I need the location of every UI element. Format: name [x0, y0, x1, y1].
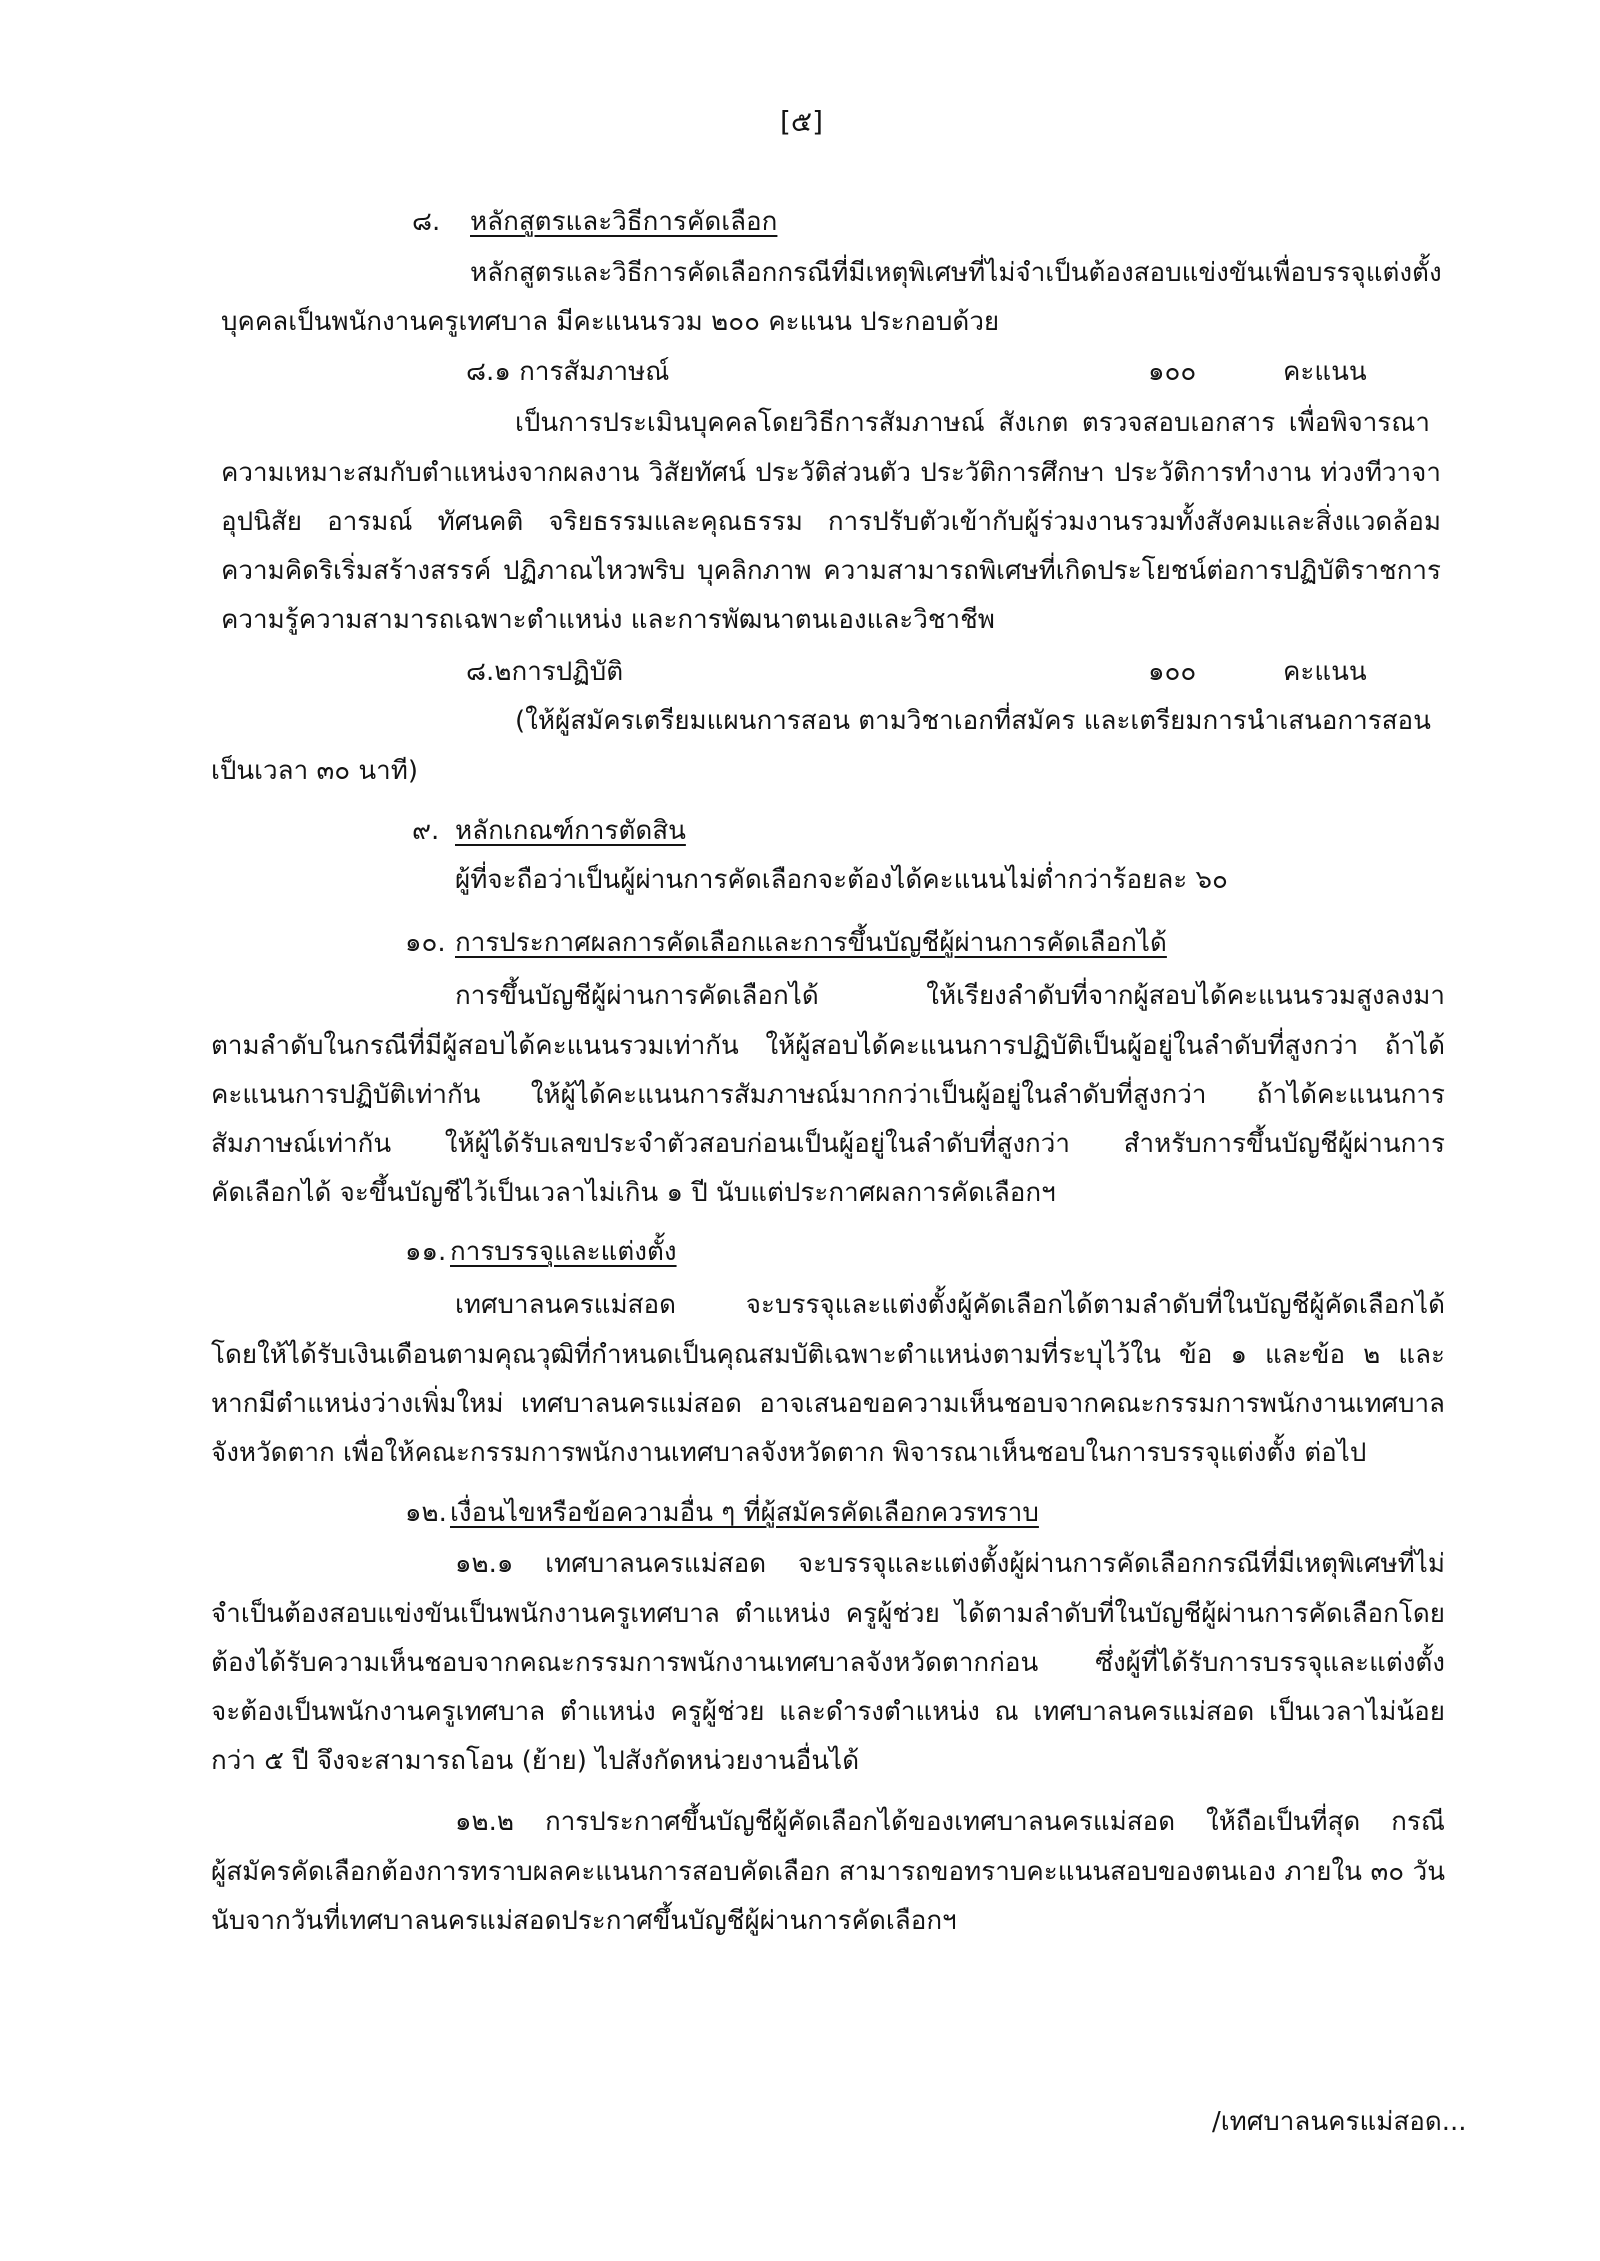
- section-8-2-title: ๘.๒การปฏิบัติ: [466, 657, 624, 687]
- page-number: [๕]: [780, 105, 824, 138]
- section-10-heading: การประกาศผลการคัดเลือกและการขึ้นบัญชีผู้ผ่านการคัดเลือกได้: [455, 928, 1167, 958]
- section-10-line-2: ตามลำดับในกรณีที่มีผู้สอบได้คะแนนรวมเท่ากัน ให้ผู้สอบได้คะแนนการปฏิบัติเป็นผู้อยู่ในลำดับที่สูงกว่า ถ้าได้: [211, 1031, 1445, 1061]
- section-12-1-line-5: กว่า ๕ ปี จึงจะสามารถโอน (ย้าย) ไปสังกัดหน่วยงานอื่นได้: [211, 1746, 860, 1776]
- section-8-intro-line-1: หลักสูตรและวิธีการคัดเลือกกรณีที่มีเหตุพิเศษที่ไม่จำเป็นต้องสอบแข่งขันเพื่อบรรจุแต่งตั้ง: [470, 258, 1442, 288]
- section-12-number: ๑๒.: [405, 1498, 447, 1528]
- section-9-number: ๙.: [412, 816, 440, 846]
- section-8-1-line-3: อุปนิสัย อารมณ์ ทัศนคติ จริยธรรมและคุณธรรม การปรับตัวเข้ากับผู้ร่วมงานรวมทั้งสังคมและสิ่งแวดล้อม: [221, 507, 1441, 537]
- section-8-1-line-1: เป็นการประเมินบุคคลโดยวิธีการสัมภาษณ์ สังเกต ตรวจสอบเอกสาร เพื่อพิจารณา: [515, 408, 1430, 438]
- section-9-line-1: ผู้ที่จะถือว่าเป็นผู้ผ่านการคัดเลือกจะต้องได้คะแนนไม่ต่ำกว่าร้อยละ ๖๐: [455, 865, 1228, 895]
- section-11-number: ๑๑.: [405, 1237, 447, 1267]
- section-12-heading: เงื่อนไขหรือข้อความอื่น ๆ ที่ผู้สมัครคัดเลือกควรทราบ: [450, 1498, 1039, 1528]
- section-8-1-line-5: ความรู้ความสามารถเฉพาะตำแหน่ง และการพัฒนาตนเองและวิชาชีพ: [221, 605, 995, 635]
- section-8-1-line-2: ความเหมาะสมกับตำแหน่งจากผลงาน วิสัยทัศน์ ประวัติส่วนตัว ประวัติการศึกษา ประวัติการทำงาน ท่วงทีวาจา: [221, 458, 1441, 488]
- section-8-2-unit: คะแนน: [1283, 657, 1367, 687]
- section-12-2-line-1: ๑๒.๒ การประกาศขึ้นบัญชีผู้คัดเลือกได้ของเทศบาลนครแม่สอด ให้ถือเป็นที่สุด กรณี: [455, 1807, 1445, 1837]
- section-11-line-4: จังหวัดตาก เพื่อให้คณะกรรมการพนักงานเทศบาลจังหวัดตาก พิจารณาเห็นชอบในการบรรจุแต่งตั้ง ต่อไป: [211, 1438, 1367, 1468]
- section-11-line-1: เทศบาลนครแม่สอด จะบรรจุและแต่งตั้งผู้คัดเลือกได้ตามลำดับที่ในบัญชีผู้คัดเลือกได้: [455, 1290, 1445, 1320]
- section-9-heading: หลักเกณฑ์การตัดสิน: [455, 816, 686, 846]
- section-11-heading: การบรรจุและแต่งตั้ง: [450, 1237, 677, 1267]
- section-12-1-line-4: จะต้องเป็นพนักงานครูเทศบาล ตำแหน่ง ครูผู้ช่วย และดำรงตำแหน่ง ณ เทศบาลนครแม่สอด เป็นเวลาไม่น้อย: [211, 1697, 1445, 1727]
- section-8-number: ๘.: [412, 207, 441, 237]
- section-12-1-line-2: จำเป็นต้องสอบแข่งขันเป็นพนักงานครูเทศบาล ตำแหน่ง ครูผู้ช่วย ได้ตามลำดับที่ในบัญชีผู้ผ่านการคัดเลือกโดย: [211, 1599, 1445, 1629]
- section-8-intro-line-2: บุคคลเป็นพนักงานครูเทศบาล มีคะแนนรวม ๒๐๐ คะแนน ประกอบด้วย: [221, 307, 1000, 337]
- section-8-1-unit: คะแนน: [1283, 357, 1367, 387]
- section-8-2-score: ๑๐๐: [1148, 657, 1197, 687]
- section-10-line-5: คัดเลือกได้ จะขึ้นบัญชีไว้เป็นเวลาไม่เกิน ๑ ปี นับแต่ประกาศผลการคัดเลือกฯ: [211, 1178, 1056, 1208]
- section-8-heading: หลักสูตรและวิธีการคัดเลือก: [470, 207, 778, 237]
- section-10-line-3: คะแนนการปฏิบัติเท่ากัน ให้ผู้ได้คะแนนการสัมภาษณ์มากกว่าเป็นผู้อยู่ในลำดับที่สูงกว่า ถ้าได้คะแนนการ: [211, 1080, 1445, 1110]
- section-12-1-line-3: ต้องได้รับความเห็นชอบจากคณะกรรมการพนักงานเทศบาลจังหวัดตากก่อน ซึ่งผู้ที่ได้รับการบรรจุและแต่งตั้ง: [211, 1648, 1445, 1678]
- section-12-2-line-3: นับจากวันที่เทศบาลนครแม่สอดประกาศขึ้นบัญชีผู้ผ่านการคัดเลือกฯ: [211, 1906, 957, 1936]
- section-12-2-line-2: ผู้สมัครคัดเลือกต้องการทราบผลคะแนนการสอบคัดเลือก สามารถขอทราบคะแนนสอบของตนเอง ภายใน ๓๐ วัน: [211, 1857, 1445, 1887]
- section-8-2-line-1: (ให้ผู้สมัครเตรียมแผนการสอน ตามวิชาเอกที่สมัคร และเตรียมการนำเสนอการสอน: [515, 706, 1431, 736]
- section-8-1-line-4: ความคิดริเริ่มสร้างสรรค์ ปฏิภาณไหวพริบ บุคลิกภาพ ความสามารถพิเศษที่เกิดประโยชน์ต่อการปฏิบัติราชการ: [221, 556, 1441, 586]
- section-10-line-1: การขึ้นบัญชีผู้ผ่านการคัดเลือกได้ ให้เรียงลำดับที่จากผู้สอบได้คะแนนรวมสูงลงมา: [455, 981, 1445, 1011]
- section-11-line-2: โดยให้ได้รับเงินเดือนตามคุณวุฒิที่กำหนดเป็นคุณสมบัติเฉพาะตำแหน่งตามที่ระบุไว้ใน ข้อ ๑ และข้อ ๒ และ: [211, 1340, 1445, 1370]
- section-8-1-score: ๑๐๐: [1148, 357, 1197, 387]
- section-10-line-4: สัมภาษณ์เท่ากัน ให้ผู้ได้รับเลขประจำตัวสอบก่อนเป็นผู้อยู่ในลำดับที่สูงกว่า สำหรับการขึ้นบัญชีผู้ผ่านการ: [211, 1129, 1445, 1159]
- section-8-2-line-2: เป็นเวลา ๓๐ นาที): [211, 756, 419, 786]
- footer-continuation: /เทศบาลนครแม่สอด...: [1212, 2107, 1467, 2137]
- section-8-1-title: ๘.๑ การสัมภาษณ์: [466, 357, 670, 387]
- section-10-number: ๑๐.: [405, 928, 446, 958]
- section-12-1-line-1: ๑๒.๑ เทศบาลนครแม่สอด จะบรรจุและแต่งตั้งผู้ผ่านการคัดเลือกกรณีที่มีเหตุพิเศษที่ไม่: [455, 1549, 1445, 1579]
- section-11-line-3: หากมีตำแหน่งว่างเพิ่มใหม่ เทศบาลนครแม่สอด อาจเสนอขอความเห็นชอบจากคณะกรรมการพนักงานเทศบาล: [211, 1389, 1445, 1419]
